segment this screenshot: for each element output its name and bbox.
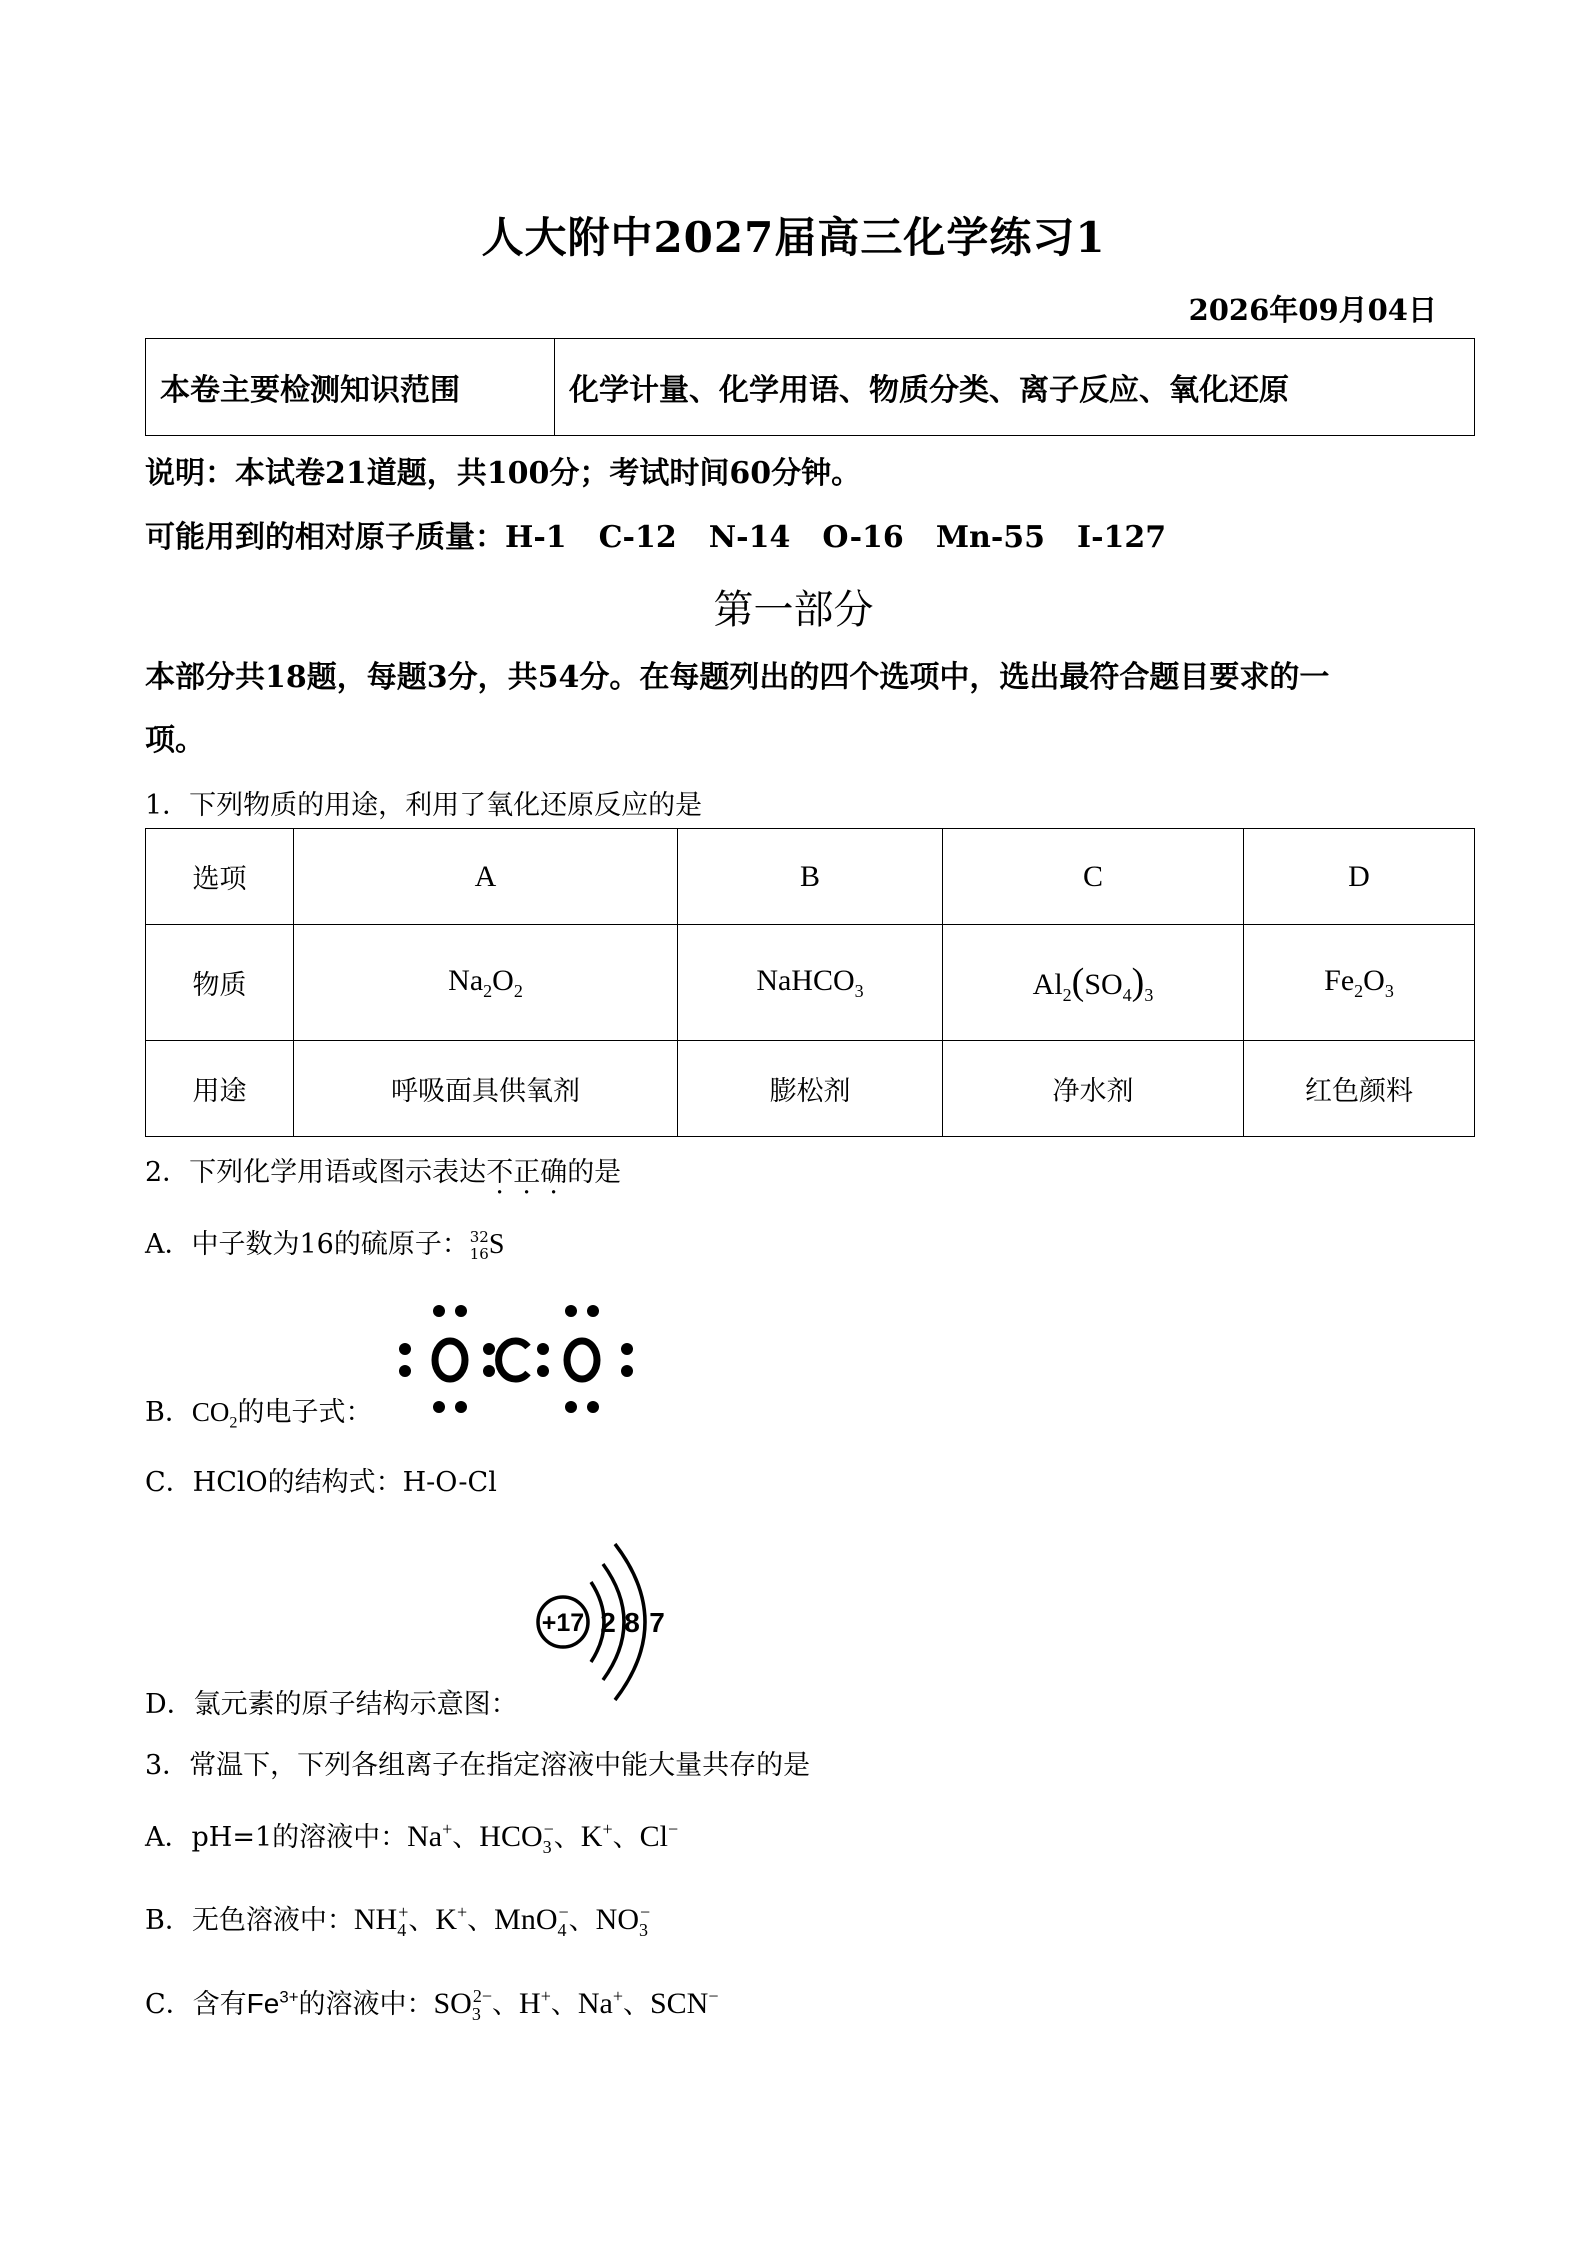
exam-title: 人大附中2027届高三化学练习1 <box>481 213 1106 262</box>
emphasis-char: 确 <box>540 1157 568 1188</box>
use-a: 呼吸面具供氧剂 <box>294 1041 678 1137</box>
q3-option-b: B．无色溶液中：$NH_4^+$、K+、MnO$_4$−、$NO_3^-$ <box>145 1902 651 1940</box>
section-intro-line2: 项。 <box>145 723 205 758</box>
chlorine-atom-structure-diagram <box>525 1530 685 1720</box>
use-c: 净水剂 <box>943 1041 1244 1137</box>
atomic-mass-item: O-16 <box>822 520 904 555</box>
q2-stem: 2．下列化学用语或图示表达不正确的是 <box>145 1157 622 1188</box>
substance-a: $Na_2O_2$ <box>294 925 678 1041</box>
section-intro-line1: 本部分共18题，每题3分，共54分。在每题列出的四个选项中，选出最符合题目要求的一 <box>145 660 1330 695</box>
scope-table <box>145 338 1475 436</box>
option-header: D <box>1244 829 1475 925</box>
q3-option-a: A．pH=1的溶液中：Na+、$HCO_3^-$、K+、Cl− <box>145 1819 679 1857</box>
atomic-mass-item: Mn-55 <box>935 520 1046 555</box>
option-header: A <box>294 829 678 925</box>
co2-electron-dot-diagram <box>395 1303 645 1423</box>
q3-stem: 3．常温下，下列各组离子在指定溶液中能大量共存的是 <box>145 1750 811 1781</box>
atomic-mass-item: N-14 <box>708 520 791 555</box>
shell-electrons: 8 <box>624 1607 640 1638</box>
atomic-masses <box>145 512 1166 556</box>
substance-b: NaHCO$_3$ <box>678 925 943 1041</box>
use-d: 红色颜料 <box>1244 1041 1475 1137</box>
substance-d: $Fe_2O_3$ <box>1244 925 1475 1041</box>
instructions: 说明：本试卷21道题，共100分；考试时间60分钟。 <box>145 456 862 491</box>
q2-option-b: B．$CO_2$的电子式： <box>145 1397 373 1432</box>
scope-label: 本卷主要检测知识范围 <box>146 339 555 436</box>
atomic-mass-item: I-127 <box>1077 520 1167 555</box>
q2-option-d: D．氯元素的原子结构示意图： <box>145 1689 518 1720</box>
exam-date: 2026年09月04日 <box>1188 293 1437 327</box>
use-b: 膨松剂 <box>678 1041 943 1137</box>
emphasis-char: 正 <box>513 1157 541 1188</box>
emphasis-char: 不 <box>486 1157 514 1188</box>
shell-electrons: 2 <box>600 1607 616 1638</box>
option-header: C <box>943 829 1244 925</box>
row-label: 用途 <box>146 1041 294 1137</box>
isotope-notation: 32 16 <box>469 1227 489 1263</box>
q2-option-c: C．HClO的结构式：H-O-Cl <box>145 1467 497 1498</box>
substance-c: $Al_2(SO_4)_3$ <box>943 925 1244 1041</box>
atomic-mass-item: C-12 <box>598 520 677 555</box>
scope-value: 化学计量、化学用语、物质分类、离子反应、氧化还原 <box>555 339 1475 436</box>
option-header: B <box>678 829 943 925</box>
row-label: 物质 <box>146 925 294 1041</box>
atomic-masses-label: 可能用到的相对原子质量： <box>145 520 505 555</box>
section-title: 第一部分 <box>713 587 874 633</box>
q2-option-a: A．中子数为16的硫原子： 32 16 S <box>145 1227 505 1263</box>
shell-electrons: 7 <box>649 1607 665 1638</box>
q1-options-table <box>145 828 1475 1137</box>
nucleus-charge: +17 <box>541 1609 585 1637</box>
row-label: 选项 <box>146 829 294 925</box>
q1-stem: 1．下列物质的用途，利用了氧化还原反应的是 <box>145 790 703 821</box>
atomic-mass-item: H-1 <box>505 520 567 555</box>
q3-option-c: C．含有$Fe^{3+}$的溶液中：$SO_3^{2-}$、H+、Na+、SCN− <box>145 1986 719 2024</box>
